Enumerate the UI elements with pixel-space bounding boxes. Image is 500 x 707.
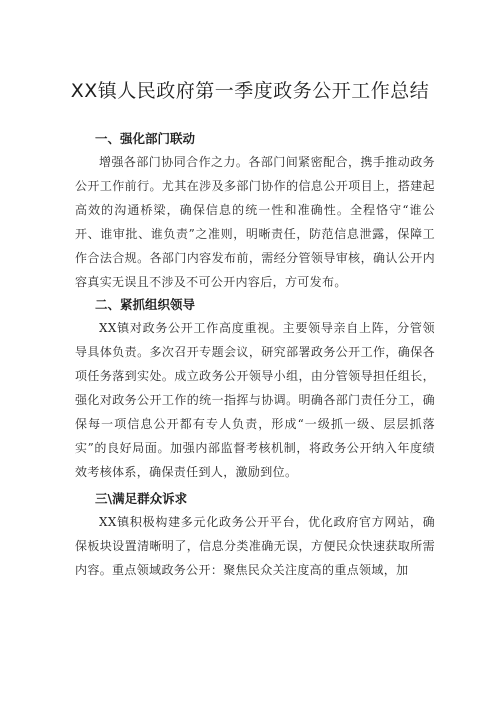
section-heading: 二、紧抓组织领导 <box>95 297 196 312</box>
document-title: XX镇人民政府第一季度政务公开工作总结 <box>70 80 430 102</box>
section-public-demands <box>75 488 435 582</box>
section-leadership <box>75 294 435 484</box>
section-paragraph: XX镇积极构建多元化政务公开平台，优化政府官方网站，确保板块设置清晰明了，信息分类准确无误，方便民众快速获取所需内容。重点领域政务公开：聚焦民众关注度高的重点领域，加 <box>75 515 435 577</box>
section-coordination <box>75 128 435 294</box>
section-paragraph: 增强各部门协同合作之力。各部门间紧密配合，携手推动政务公开工作前行。尤其在涉及多部门协作的信息公开项目上，搭建起高效的沟通桥梁，确保信息的统一性和准确性。全程恪守“谁公开、谁审批、谁负责”之准则，明晰责任，防范信息泄露，保障工作合法合规。各部门内容发布前，需经分管领导审核，确认公开内容真实无误且不涉及不可公开内容后，方可发布。 <box>75 155 435 289</box>
section-heading: 一、强化部门联动 <box>95 131 196 146</box>
section-paragraph: XX镇对政务公开工作高度重视。主要领导亲自上阵，分管领导具体负责。多次召开专题会议，研究部署政务公开工作，确保各项任务落到实处。成立政务公开领导小组，由分管领导担任组长，强化对政务公开工作的统一指挥与协调。明确各部门责任分工，确保每一项信息公开都有专人负责，形成“一级抓一级、层层抓落实”的良好局面。加强内部监督考核机制，将政务公开纳入年度绩效考核体系，确保责任到人，激励到位。 <box>75 321 435 479</box>
section-heading: 三\满足群众诉求 <box>95 491 188 506</box>
